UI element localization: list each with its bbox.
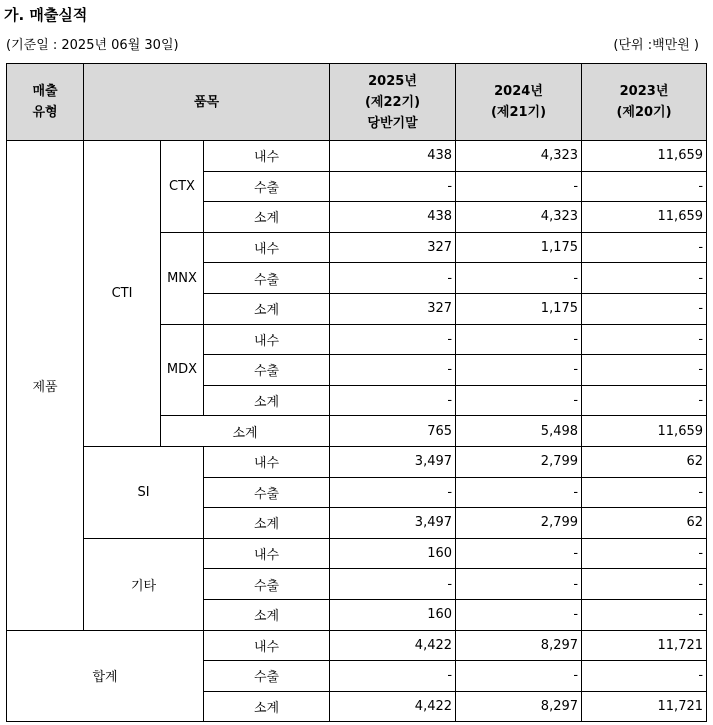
- value-2024: 4,323: [456, 141, 582, 172]
- value-2024: 8,297: [456, 691, 582, 722]
- header-item: 품목: [84, 64, 330, 141]
- product-cti: CTI: [84, 141, 161, 447]
- value-2025: 765: [330, 416, 456, 447]
- value-2023: 62: [582, 446, 707, 477]
- kind-domestic: 내수: [204, 630, 330, 661]
- kind-export: 수출: [204, 355, 330, 386]
- value-2025: -: [330, 385, 456, 416]
- value-2025: -: [330, 263, 456, 294]
- value-2024: -: [456, 477, 582, 508]
- value-2023: -: [582, 293, 707, 324]
- value-2023: -: [582, 232, 707, 263]
- value-2025: -: [330, 569, 456, 600]
- product-si: SI: [84, 446, 204, 538]
- value-2024: 8,297: [456, 630, 582, 661]
- kind-export: 수출: [204, 263, 330, 294]
- value-2024: -: [456, 355, 582, 386]
- kind-domestic: 내수: [204, 324, 330, 355]
- sales-type-product: 제품: [7, 141, 84, 631]
- kind-subtotal: 소계: [204, 508, 330, 539]
- value-2024: -: [456, 538, 582, 569]
- value-2025: 327: [330, 232, 456, 263]
- value-2025: -: [330, 477, 456, 508]
- value-2025: 438: [330, 141, 456, 172]
- table-row: [7, 141, 707, 172]
- value-2023: 11,659: [582, 141, 707, 172]
- kind-export: 수출: [204, 661, 330, 692]
- value-2024: -: [456, 661, 582, 692]
- value-2023: -: [582, 324, 707, 355]
- kind-domestic: 내수: [204, 538, 330, 569]
- header-row: [7, 64, 707, 141]
- value-2023: -: [582, 355, 707, 386]
- value-2024: -: [456, 263, 582, 294]
- value-2023: -: [582, 599, 707, 630]
- kind-domestic: 내수: [204, 446, 330, 477]
- value-2024: 2,799: [456, 508, 582, 539]
- grand-total-label: 합계: [7, 630, 204, 722]
- value-2025: -: [330, 355, 456, 386]
- kind-subtotal: 소계: [204, 293, 330, 324]
- value-2023: 11,721: [582, 691, 707, 722]
- value-2024: -: [456, 324, 582, 355]
- cti-subtotal-label: 소계: [161, 416, 330, 447]
- value-2023: -: [582, 569, 707, 600]
- value-2025: 3,497: [330, 446, 456, 477]
- value-2025: 438: [330, 202, 456, 233]
- base-date: (기준일 : 2025년 06월 30일): [6, 38, 179, 53]
- value-2023: -: [582, 171, 707, 202]
- kind-subtotal: 소계: [204, 599, 330, 630]
- value-2023: -: [582, 477, 707, 508]
- unit-label: (단위 :백만원 ): [613, 38, 699, 53]
- value-2024: -: [456, 599, 582, 630]
- value-2024: 4,323: [456, 202, 582, 233]
- value-2025: 160: [330, 599, 456, 630]
- item-mnx: MNX: [161, 232, 204, 324]
- value-2025: 327: [330, 293, 456, 324]
- value-2023: 62: [582, 508, 707, 539]
- kind-domestic: 내수: [204, 141, 330, 172]
- value-2023: -: [582, 385, 707, 416]
- value-2023: 11,659: [582, 202, 707, 233]
- value-2024: -: [456, 569, 582, 600]
- value-2023: -: [582, 538, 707, 569]
- value-2024: -: [456, 385, 582, 416]
- value-2025: 4,422: [330, 691, 456, 722]
- kind-export: 수출: [204, 477, 330, 508]
- value-2023: 11,659: [582, 416, 707, 447]
- section-title: 가. 매출실적: [4, 6, 88, 24]
- product-other: 기타: [84, 538, 204, 630]
- value-2024: 5,498: [456, 416, 582, 447]
- kind-subtotal: 소계: [204, 202, 330, 233]
- header-period-2023: 2023년 (제20기): [582, 64, 707, 141]
- table-row: [7, 446, 707, 477]
- kind-subtotal: 소계: [204, 385, 330, 416]
- value-2024: -: [456, 171, 582, 202]
- table-row: [7, 630, 707, 661]
- header-sales-type: 매출 유형: [7, 64, 84, 141]
- header-period-2024: 2024년 (제21기): [456, 64, 582, 141]
- kind-domestic: 내수: [204, 232, 330, 263]
- value-2024: 2,799: [456, 446, 582, 477]
- value-2023: -: [582, 263, 707, 294]
- value-2024: 1,175: [456, 293, 582, 324]
- value-2023: -: [582, 661, 707, 692]
- value-2025: -: [330, 324, 456, 355]
- value-2023: 11,721: [582, 630, 707, 661]
- item-mdx: MDX: [161, 324, 204, 416]
- kind-subtotal: 소계: [204, 691, 330, 722]
- value-2025: 160: [330, 538, 456, 569]
- value-2024: 1,175: [456, 232, 582, 263]
- kind-export: 수출: [204, 569, 330, 600]
- sales-table: [6, 63, 707, 722]
- header-period-2025: 2025년 (제22기) 당반기말: [330, 64, 456, 141]
- kind-export: 수출: [204, 171, 330, 202]
- value-2025: 3,497: [330, 508, 456, 539]
- value-2025: 4,422: [330, 630, 456, 661]
- table-row: [7, 538, 707, 569]
- item-ctx: CTX: [161, 141, 204, 233]
- value-2025: -: [330, 661, 456, 692]
- value-2025: -: [330, 171, 456, 202]
